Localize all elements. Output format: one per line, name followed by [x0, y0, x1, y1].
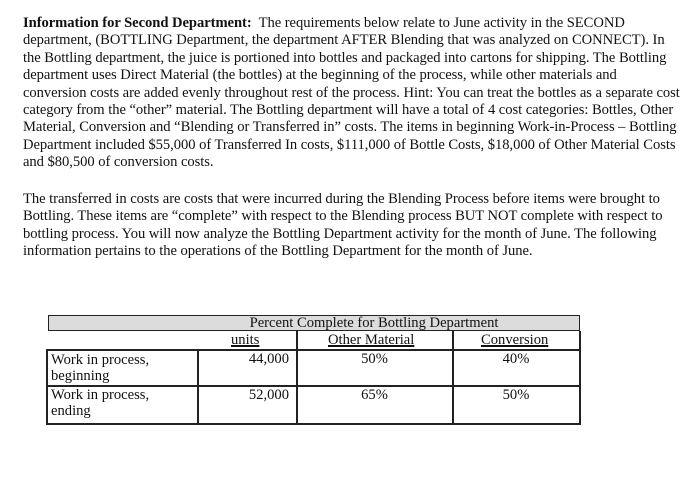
cell-conversion: 40% [502, 351, 530, 367]
cell-units: 44,000 [248, 351, 289, 367]
table-title: Percent Complete for Bottling Department [249, 315, 499, 331]
column-header-conversion: Conversion [481, 332, 549, 348]
intro-paragraph [23, 15, 683, 172]
row-label-wip-ending: Work in process, ending [51, 387, 150, 419]
grid-line [452, 331, 454, 350]
grid-line [579, 349, 581, 424]
grid-line [296, 331, 298, 350]
cell-other-material: 65% [361, 387, 388, 403]
cell-other-material: 50% [361, 351, 388, 367]
transferred-in-paragraph: The transferred in costs are costs that were incurred during the Blending Process before items were brought to Bottling. These items are “complete” with respect to the Blending process BUT NOT complete with respect to bottling process. You will now analyze the Bottling Department activity for the month of June. The following information pertains to the operations of the Bottling Department for the month of June. [23, 191, 663, 260]
intro-body: The requirements below relate to June activity in the SECOND department, (BOTTLING Department, the department AFTER Blending that was analyzed on CONNECT). In the Bottling department, the juice is portioned into bottles and packaged into cartons for shipping. The Bottling department uses Direct Material (the bottles) at the beginning of the process, while other materials and conversion costs are added evenly throughout rest of the process. Hint: You can treat the bottles as a separate cost category from the “other” material. The Bottling department will have a total of 4 cost categories: Bottles, Other Material, Conversion and “Blending or Transferred in” costs. The items in beginning Work-in-Process – Bottling Department included $55,000 of Transferred In costs, $111,000 of Bottle Costs, $18,000 of Other Material Costs and $80,500 of conversion costs. [23, 15, 680, 171]
column-header-other-material: Other Material [328, 332, 415, 348]
grid-line [46, 423, 581, 425]
cell-conversion: 50% [502, 387, 530, 403]
grid-line [579, 331, 581, 350]
cell-units: 52,000 [248, 387, 289, 403]
column-header-units: units [231, 332, 260, 348]
grid-line [46, 349, 48, 424]
grid-line [197, 349, 199, 424]
row-label-wip-beginning: Work in process, beginning [51, 352, 150, 384]
intro-heading: Information for Second Department: [23, 15, 252, 31]
table-title-bar [48, 315, 580, 331]
